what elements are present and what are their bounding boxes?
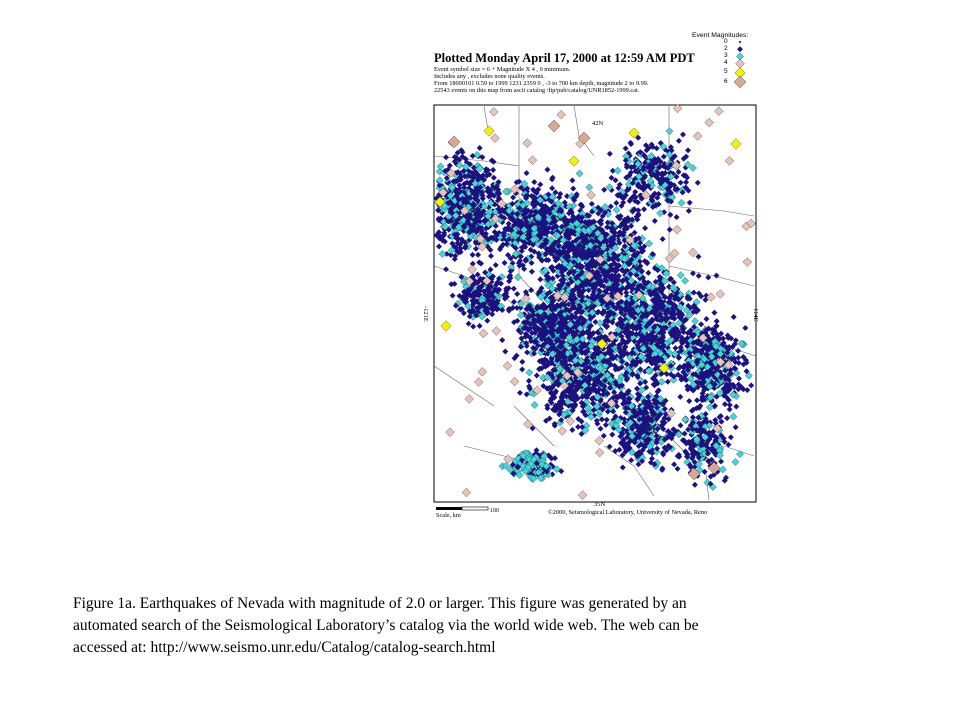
earthquake-marker: [736, 376, 742, 382]
earthquake-marker: [575, 424, 581, 430]
earthquake-marker: [722, 401, 728, 407]
earthquake-marker: [732, 458, 739, 465]
earthquake-marker: [601, 187, 607, 193]
earthquake-marker: [490, 167, 496, 173]
earthquake-marker: [549, 185, 555, 191]
earthquake-marker: [678, 423, 684, 429]
earthquake-marker: [437, 163, 444, 170]
earthquake-marker: [534, 373, 540, 379]
earthquake-marker: [620, 465, 626, 471]
earthquake-marker: [477, 323, 483, 329]
earthquake-marker: [599, 417, 605, 423]
earthquake-marker: [628, 457, 634, 463]
earthquake-marker: [678, 394, 684, 400]
earthquake-marker: [691, 317, 698, 324]
earthquake-marker: [514, 291, 520, 297]
earthquake-marker: [524, 170, 530, 176]
earthquake-marker: [682, 431, 688, 437]
earthquake-marker: [514, 274, 521, 281]
earthquake-marker: [623, 146, 629, 152]
earthquake-marker: [589, 201, 595, 207]
earthquake-marker: [712, 310, 718, 316]
earthquake-marker: [614, 200, 620, 206]
earthquake-marker: [704, 316, 710, 322]
earthquake-marker: [682, 416, 689, 423]
earthquake-marker: [517, 390, 523, 396]
earthquake-marker: [652, 218, 658, 224]
earthquake-marker: [696, 273, 702, 279]
earthquake-marker: [531, 179, 537, 185]
earthquake-marker: [686, 208, 692, 214]
earthquake-marker: [598, 426, 604, 432]
earthquake-marker: [443, 155, 449, 161]
earthquake-marker: [646, 270, 652, 276]
earthquake-marker: [660, 236, 666, 242]
earthquake-marker: [735, 348, 741, 354]
earthquake-marker: [686, 398, 692, 404]
earthquake-marker: [443, 266, 449, 272]
earthquake-marker: [528, 287, 534, 293]
earthquake-marker: [604, 417, 610, 423]
earthquake-marker: [531, 401, 538, 408]
earthquake-marker: [608, 204, 614, 210]
earthquake-marker: [529, 269, 535, 275]
earthquake-marker: [727, 407, 733, 413]
earthquake-marker: [714, 273, 720, 279]
earthquake-marker: [728, 435, 734, 441]
earthquake-marker: [511, 286, 517, 292]
earthquake-marker: [601, 433, 607, 439]
earthquake-marker: [730, 413, 737, 420]
earthquake-marker: [695, 180, 701, 186]
earthquake-marker: [470, 324, 476, 330]
earthquake-marker: [687, 200, 693, 206]
earthquake-marker: [642, 225, 648, 231]
earthquake-marker: [614, 167, 621, 174]
earthquake-marker: [677, 272, 684, 279]
earthquake-marker: [675, 466, 681, 472]
earthquake-marker: [690, 271, 696, 277]
earthquake-marker: [538, 277, 544, 283]
earthquake-marker: [450, 293, 456, 299]
earthquake-marker: [696, 254, 702, 260]
earthquake-marker: [477, 145, 483, 151]
earthquake-marker: [475, 252, 481, 258]
earthquake-marker: [733, 424, 739, 430]
earthquake-marker: [493, 262, 499, 268]
earthquake-marker: [519, 359, 525, 365]
earthquake-map: [424, 26, 760, 524]
earthquake-marker: [718, 459, 724, 465]
earthquake-marker: [526, 378, 532, 384]
earthquake-marker: [466, 321, 472, 327]
earthquake-marker: [491, 175, 497, 181]
earthquake-marker: [736, 451, 743, 458]
earthquake-marker: [499, 337, 505, 343]
earthquake-marker: [680, 132, 686, 138]
earthquake-marker: [470, 252, 476, 258]
earthquake-marker: [685, 148, 691, 154]
earthquake-marker: [641, 206, 647, 212]
earthquake-marker: [748, 383, 754, 389]
earthquake-marker: [586, 184, 593, 191]
earthquake-marker: [607, 151, 613, 157]
earthquake-marker: [436, 244, 442, 250]
earthquake-marker: [676, 138, 682, 144]
earthquake-marker: [724, 415, 730, 421]
earthquake-map-figure: [424, 26, 760, 524]
earthquake-marker: [439, 250, 446, 257]
earthquake-marker: [488, 253, 494, 259]
earthquake-marker: [529, 260, 535, 266]
earthquake-marker: [519, 367, 525, 373]
earthquake-marker: [714, 318, 720, 324]
earthquake-marker: [673, 345, 679, 351]
earthquake-marker: [731, 314, 737, 320]
earthquake-marker: [698, 321, 704, 327]
earthquake-marker: [692, 482, 698, 488]
earthquake-marker: [678, 199, 685, 206]
earthquake-marker: [681, 277, 688, 284]
earthquake-marker: [671, 462, 677, 468]
earthquake-marker: [706, 404, 713, 411]
earthquake-marker: [502, 260, 508, 266]
earthquake-marker: [734, 404, 740, 410]
earthquake-marker: [526, 369, 533, 376]
earthquake-markers: [433, 104, 755, 500]
earthquake-marker: [510, 195, 516, 201]
earthquake-marker: [666, 128, 673, 135]
earthquake-marker: [609, 432, 615, 438]
earthquake-marker: [668, 212, 674, 218]
earthquake-marker: [691, 290, 697, 296]
earthquake-marker: [694, 398, 700, 404]
earthquake-marker: [743, 325, 749, 331]
earthquake-marker: [570, 186, 576, 192]
earthquake-marker: [503, 349, 509, 355]
earthquake-marker: [524, 350, 530, 356]
earthquake-marker: [613, 206, 620, 213]
earthquake-marker: [576, 170, 583, 177]
earthquake-marker: [603, 422, 609, 428]
earthquake-marker: [570, 427, 576, 433]
earthquake-marker: [683, 179, 689, 185]
earthquake-marker: [667, 227, 673, 233]
earthquake-marker: [545, 167, 551, 173]
earthquake-marker: [484, 318, 490, 324]
earthquake-marker: [570, 178, 576, 184]
earthquake-marker: [674, 214, 680, 220]
earthquake-marker: [552, 455, 558, 461]
